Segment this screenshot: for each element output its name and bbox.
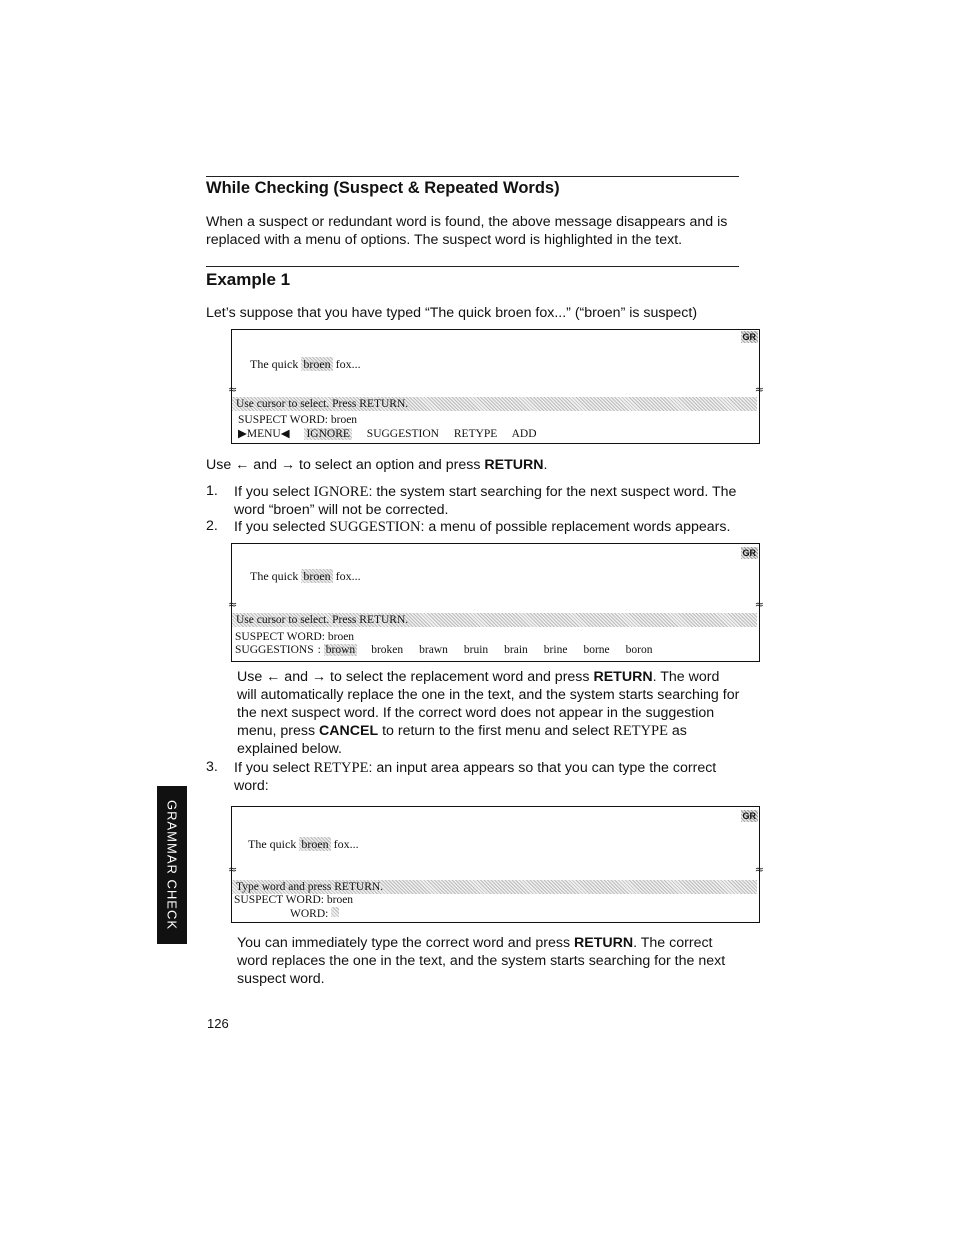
example-heading: Example 1 <box>206 270 291 289</box>
list-item-1-number: 1. <box>206 483 218 499</box>
instruction-2-line-2: will automatically replace the one in the text, and the system starts searching for <box>237 687 740 703</box>
suspect-word-highlight: broen <box>303 569 331 583</box>
suspect-word-line: SUSPECT WORD: broen <box>238 414 358 426</box>
suggestion-brown[interactable]: brown <box>325 644 356 656</box>
menu-option-suggestion[interactable]: SUGGESTION <box>366 428 439 440</box>
list-item-3-number: 3. <box>206 759 218 775</box>
intro-line-1: When a suspect or redundant word is found, the above message disappears and is <box>206 214 728 230</box>
list-item-1: If you select IGNORE: the system start searching for the next suspect word. The <box>234 484 737 500</box>
menu-option-ignore[interactable]: IGNORE <box>306 428 350 440</box>
example-lead: Let’s suppose that you have typed “The quick broen fox...” (“broen” is suspect) <box>206 305 698 321</box>
status-message-bar: Type word and press RETURN. <box>232 880 757 894</box>
suggestion-brain[interactable]: brain <box>504 644 528 656</box>
status-message-bar: Use cursor to select. Press RETURN. <box>232 613 757 627</box>
instruction-2-line-4: menu, press CANCEL to return to the first menu and select RETYPE as <box>237 723 687 739</box>
gr-indicator: GR <box>742 332 756 342</box>
screen-text: The quick broen fox... <box>250 569 361 583</box>
suggestion-boron[interactable]: boron <box>625 644 653 656</box>
instruction-2-line-5: explained below. <box>237 741 342 757</box>
left-scroll-marker: ≈ <box>228 383 238 396</box>
suggestion-broken[interactable]: broken <box>371 644 404 656</box>
chapter-side-tab <box>157 786 187 944</box>
status-message-bar: Use cursor to select. Press RETURN. <box>232 397 757 411</box>
options-menu <box>238 426 549 440</box>
list-item-3-line-2: word: <box>234 778 269 794</box>
suggestion-bruin[interactable]: bruin <box>463 644 489 656</box>
suspect-word-line: SUSPECT WORD: broen <box>234 894 354 906</box>
menu-label: ▶MENU◀ <box>238 428 290 440</box>
screen-example-ignore <box>228 329 764 444</box>
chapter-side-tab-label: GRAMMAR CHECK <box>164 799 180 931</box>
suggestion-borne[interactable]: borne <box>583 644 610 656</box>
gr-indicator: GR <box>742 811 756 821</box>
list-item-2-number: 2. <box>206 518 218 534</box>
instruction-1: Use ← and → to select an option and press RETURN. <box>206 457 548 473</box>
right-scroll-marker: ≈ <box>754 383 764 396</box>
screen-example-retype <box>228 806 764 923</box>
suggestions-label: SUGGESTIONS <box>235 644 314 656</box>
closing-line-2: word replaces the one in the text, and the system starts searching for the next <box>237 953 726 969</box>
list-item-1-line-2: word “broen” will not be corrected. <box>234 502 449 518</box>
gr-indicator: GR <box>742 548 756 558</box>
section-heading: While Checking (Suspect & Repeated Words) <box>206 179 560 197</box>
suspect-word-line: SUSPECT WORD: broen <box>235 631 355 643</box>
closing-line-3: suspect word. <box>237 971 325 987</box>
page-number: 126 <box>207 1016 229 1031</box>
screen-example-suggestion <box>228 543 764 662</box>
top-rule <box>206 176 739 177</box>
word-input-line <box>290 907 339 920</box>
word-input-cursor[interactable] <box>331 907 339 917</box>
suggestions-line: SUGGESTIONS : brown broken brawn bruin brain brine borne boron <box>235 644 653 656</box>
right-scroll-marker: ≈ <box>754 863 764 876</box>
suspect-word-highlight: broen <box>303 357 331 371</box>
closing-line-1: You can immediately type the correct word and press RETURN. The correct <box>237 935 713 951</box>
intro-line-2: replaced with a menu of options. The suspect word is highlighted in the text. <box>206 232 683 248</box>
right-scroll-marker: ≈ <box>754 598 764 611</box>
example-rule <box>206 266 739 267</box>
left-scroll-marker: ≈ <box>228 863 238 876</box>
list-item-3: If you select RETYPE: an input area appears so that you can type the correct <box>234 760 717 776</box>
menu-option-retype[interactable]: RETYPE <box>453 428 498 440</box>
left-scroll-marker: ≈ <box>228 598 238 611</box>
suggestion-brawn[interactable]: brawn <box>419 644 448 656</box>
suggestion-brine[interactable]: brine <box>543 644 568 656</box>
word-label: WORD: <box>290 908 329 920</box>
screen-text: The quick broen fox... <box>248 837 359 851</box>
menu-option-add[interactable]: ADD <box>511 428 537 440</box>
suspect-word-highlight: broen <box>301 837 329 851</box>
list-item-2: If you selected SUGGESTION: a menu of possible replacement words appears. <box>234 519 731 535</box>
instruction-2-line-3: the next suspect word. If the correct word does not appear in the suggestion <box>237 705 715 721</box>
instruction-2-line-1: Use ← and → to select the replacement word and press RETURN. The word <box>237 669 720 685</box>
screen-text: The quick broen fox... <box>250 357 361 371</box>
